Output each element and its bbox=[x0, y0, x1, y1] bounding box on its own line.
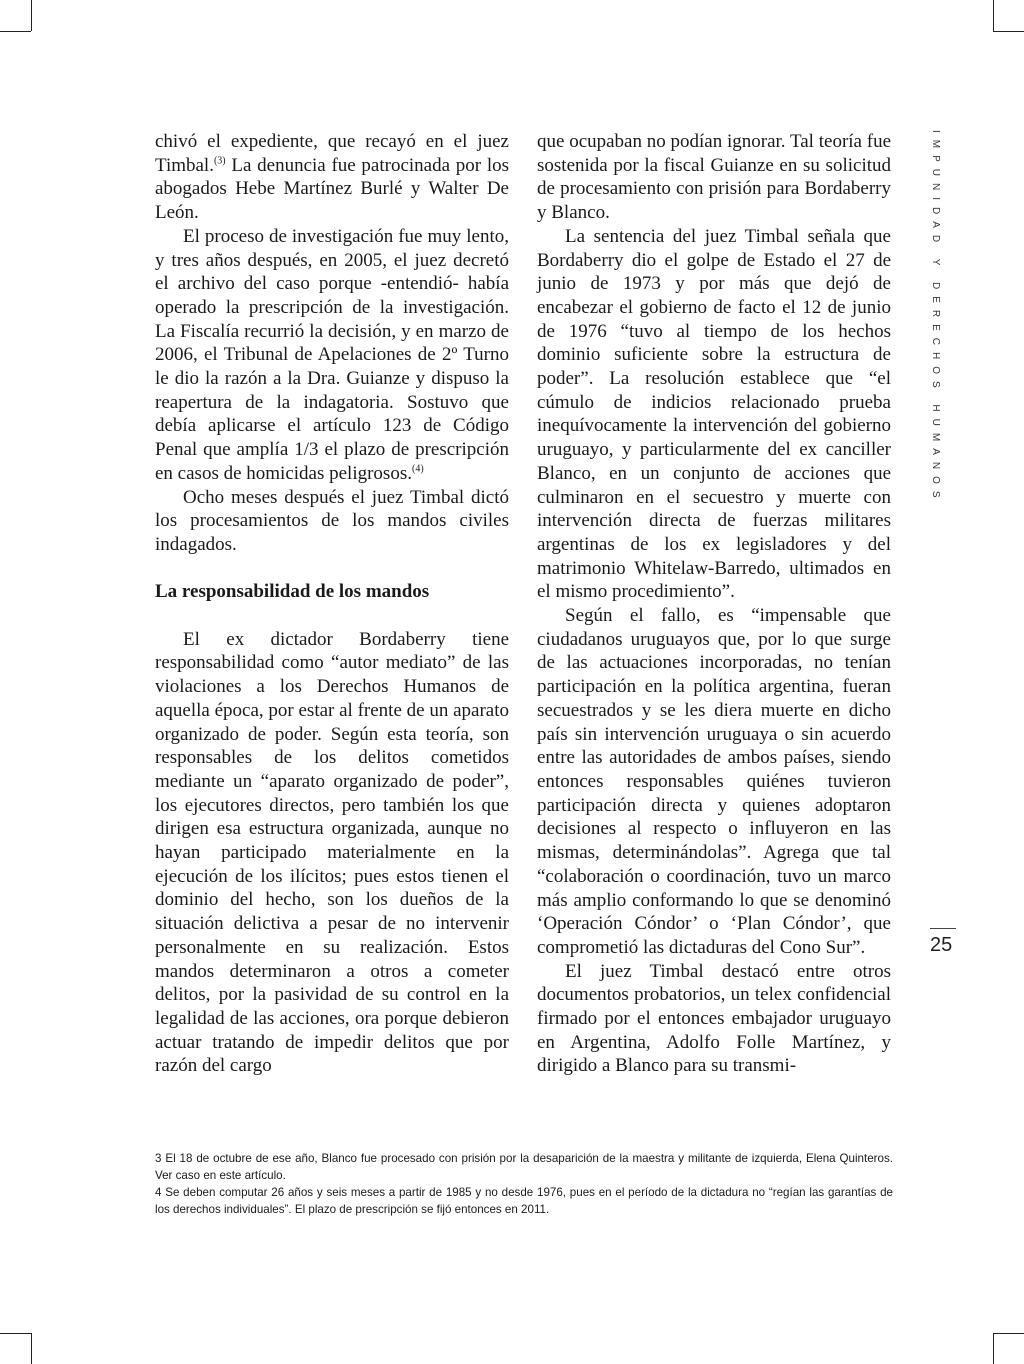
running-side-title: IMPUNIDAD Y DERECHOS HUMANOS bbox=[930, 130, 941, 505]
crop-mark-top-right-h bbox=[993, 31, 1024, 32]
paragraph: El juez Timbal destacó entre otros documentos probatorios, un telex confidencial firmado por el entonces embajador uruguayo en Argentina, Adolfo Folle Martínez, y dirigido a Blanco para su transmi- bbox=[537, 960, 891, 1077]
right-column bbox=[537, 130, 891, 1078]
crop-mark-bottom-left-v bbox=[31, 1333, 32, 1364]
crop-mark-bottom-right-v bbox=[993, 1333, 994, 1364]
page-number-rule bbox=[930, 928, 956, 929]
footnote-ref: (4) bbox=[411, 463, 424, 475]
crop-mark-top-left-v bbox=[31, 0, 32, 31]
crop-mark-bottom-left-h bbox=[0, 1333, 31, 1334]
left-column bbox=[155, 130, 509, 1078]
paragraph: El ex dictador Bordaberry tiene responsabilidad como “autor mediato” de las violaciones a los Derechos Humanos de aquella época, por estar al frente de un aparato organizado de poder. Según esta teoría, son responsables de los delitos cometidos mediante un “aparato organizado de poder”, los ejecutores directos, pero también los que dirigen esa estructura organizada, aunque no hayan participado materialmente en la ejecución de los ilícitos; pues estos tienen el dominio del hecho, son los dueños de la situación delictiva a pesar de no intervenir personalmente en su realización. Estos mandos determinaron a otros a cometer delitos, por la pasividad de su control en la legalidad de las acciones, ora porque debieron actuar tratando de impedir delitos que por razón del cargo bbox=[155, 628, 509, 1077]
paragraph: Ocho meses después el juez Timbal dictó los procesamientos de los mandos civiles indagados. bbox=[155, 486, 509, 555]
crop-mark-top-left-h bbox=[0, 31, 31, 32]
footnote: 3 El 18 de octubre de ese año, Blanco fue procesado con prisión por la desaparición de la maestra y militante de izquierda, Elena Quinteros. Ver caso en este artículo. bbox=[155, 1152, 893, 1182]
footnotes bbox=[155, 1150, 893, 1218]
crop-mark-bottom-right-h bbox=[993, 1333, 1024, 1334]
paragraph-text: La denuncia fue patrocinada por los abogados Hebe Martínez Burlé y Walter De León. bbox=[155, 154, 509, 224]
paragraph-text: chivó el expediente, que recayó en el juez Timbal. bbox=[155, 131, 509, 176]
paragraph bbox=[155, 225, 509, 486]
page-number: 25 bbox=[930, 934, 953, 956]
paragraph: La sentencia del juez Timbal señala que Bordaberry dio el golpe de Estado el 27 de junio de 1973 y por más que dejó de encabezar el gobierno de facto el 12 de junio de 1976 “tuvo al tiempo de los hechos dominio suficiente sobre la estructura de poder”. La resolución establece que “el cúmulo de indicios relacionado prueba inequívocamente la intervención del gobierno uruguayo, y particularmente del ex canciller Blanco, en un conjunto de acciones que culminaron en el secuestro y muerte con intervención directa de fuerzas militares argentinas de los ex legisladores y del matrimonio Whitelaw-Barredo, ultimados en el mismo procedimiento”. bbox=[537, 225, 891, 603]
footnote-ref: (3) bbox=[213, 155, 226, 167]
paragraph: que ocupaban no podían ignorar. Tal teoría fue sostenida por la fiscal Guianze en su solicitud de procesamiento con prisión para Bordaberry y Blanco. bbox=[537, 131, 891, 224]
crop-mark-top-right-v bbox=[993, 0, 994, 31]
footnote: 4 Se deben computar 26 años y seis meses a partir de 1985 y no desde 1976, pues en el período de la dictadura no “regían las garantías de los derechos individuales”. El plazo de prescripción se fijó entonces en 2011. bbox=[155, 1186, 893, 1216]
paragraph: Según el fallo, es “impensable que ciudadanos uruguayos que, por lo que surge de las actuaciones incorporadas, no tenían participación en la política argentina, fueran secuestrados y se les diera muerte en dicho país sin intervención uruguaya o sin acuerdo entre las autoridades de ambos países, siendo entonces responsables quiénes tuvieron participación directa y quienes adoptaron decisiones al respecto o influyeron en las mismas, determinándolas”. Agrega que tal “colaboración o coordinación, tuvo un marco más amplio conformando lo que se denominó ‘Operación Cóndor’ o ‘Plan Cóndor’, que comprometió las dictaduras del Cono Sur”. bbox=[537, 605, 891, 958]
section-heading: La responsabilidad de los mandos bbox=[155, 581, 430, 603]
paragraph bbox=[155, 130, 509, 225]
paragraph-text: El proceso de investigación fue muy lento, y tres años después, en 2005, el juez decretó el archivo del caso porque -entendió- había operado la prescripción de la investigación. La Fiscalía recurrió la decisión, y en marzo de 2006, el Tribunal de Apelaciones de 2º Turno le dio la razón a la Dra. Guianze y dispuso la reapertura de la indagatoria. Sostuvo que debía aplicarse el artículo 123 de Código Penal que amplía 1/3 el plazo de prescripción en casos de homicidas peligrosos. bbox=[155, 225, 509, 484]
